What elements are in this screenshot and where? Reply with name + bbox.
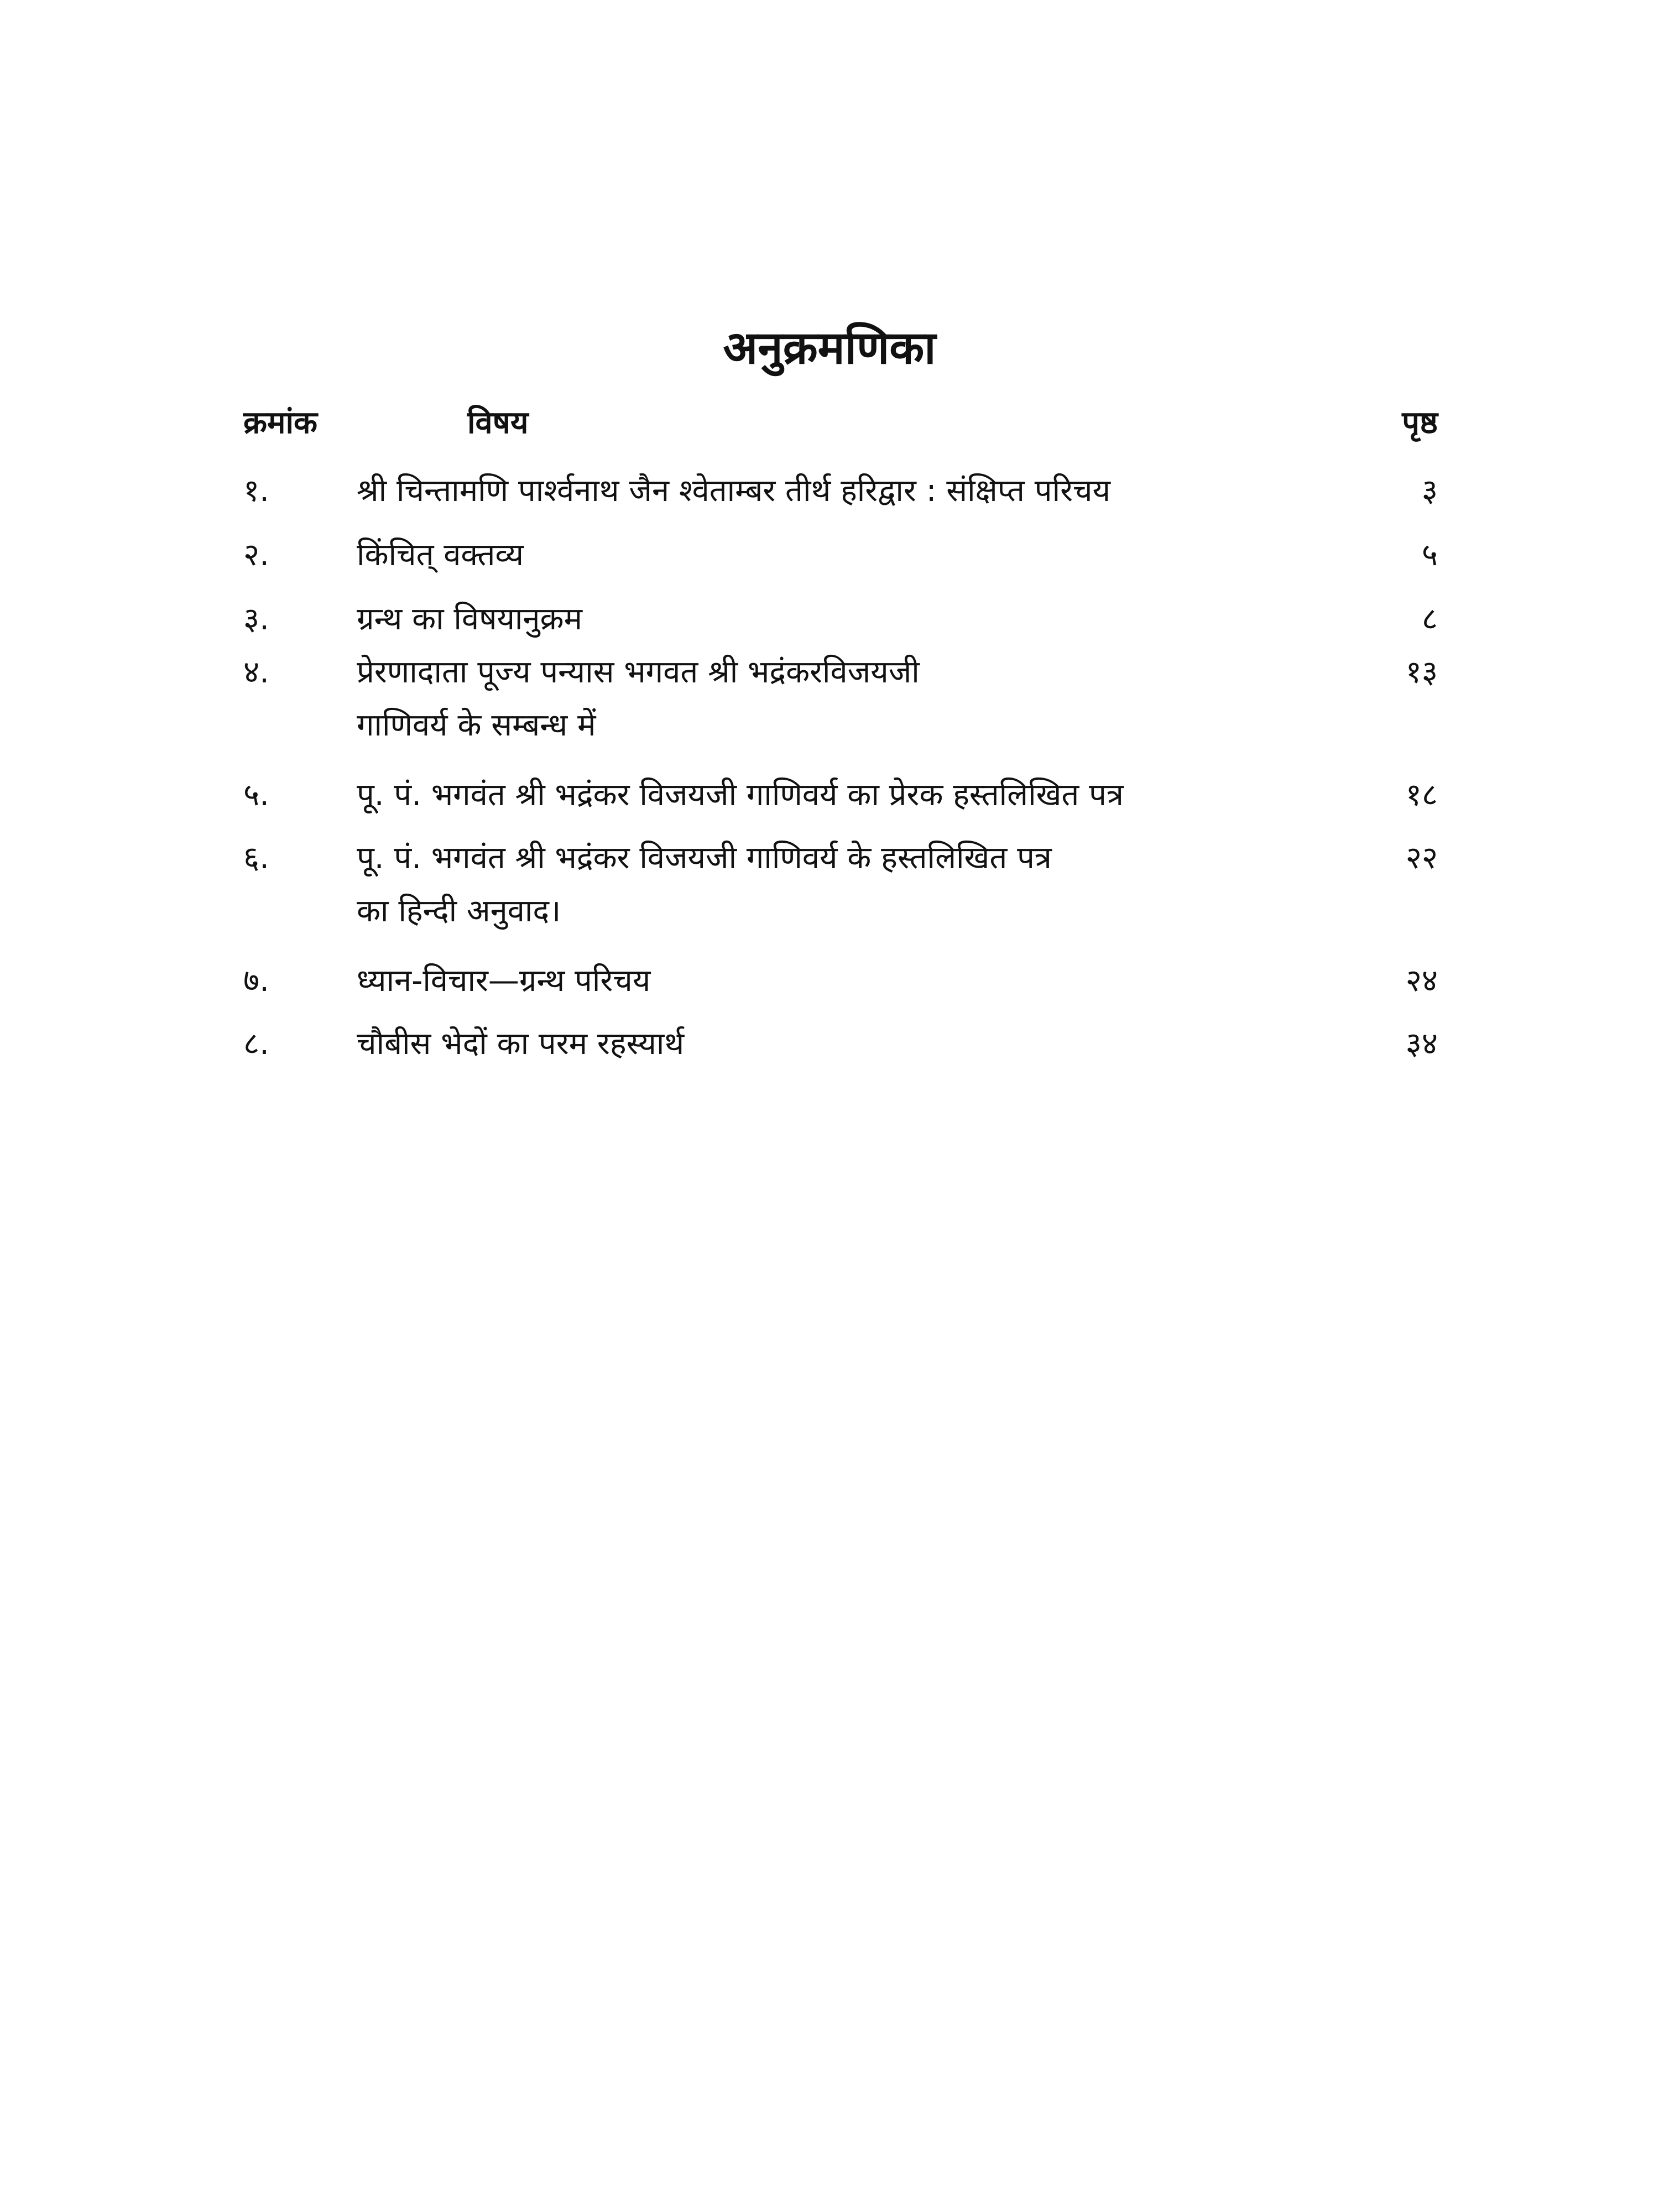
entry-number: ५. (243, 777, 269, 813)
toc-header (243, 398, 1438, 465)
entry-subject (357, 529, 1294, 582)
entry-number: ३. (243, 601, 269, 637)
entry-subject (357, 646, 1294, 752)
table-of-contents (243, 398, 1438, 1071)
entry-subject (357, 593, 1294, 646)
entry-number: १. (243, 473, 269, 509)
entry-subject-line: किंचित् वक्तव्य (357, 537, 524, 573)
entry-number: ८. (243, 1026, 269, 1062)
entry-subject (357, 769, 1294, 822)
entry-subject-line: ग्रन्थ का विषयानुक्रम (357, 601, 583, 637)
toc-entry-5 (243, 769, 1438, 822)
toc-entry-2 (243, 529, 1438, 582)
entry-subject-line: श्री चिन्तामणि पार्श्वनाथ जैन श्वेताम्बर तीर्थ हरिद्वार : संक्षिप्त परिचय (357, 473, 1111, 509)
entry-page: ५ (1421, 537, 1438, 573)
toc-entry-7 (243, 954, 1438, 1008)
entry-page: २४ (1405, 963, 1438, 999)
entry-subject (357, 1018, 1294, 1071)
toc-entry-8 (243, 1018, 1438, 1071)
entry-subject-line: पू. पं. भगवंत श्री भद्रंकर विजयजी गाणिवर्य का प्रेरक हस्तलिखित पत्र (357, 777, 1124, 813)
entry-subject-line: पू. पं. भगवंत श्री भद्रंकर विजयजी गाणिवर्य के हस्तलिखित पत्र (357, 840, 1052, 876)
header-page: पृष्ठ (1402, 405, 1438, 441)
entry-subject-line: प्रेरणादाता पूज्य पन्यास भगवत श्री भद्रंकरविजयजी (357, 654, 920, 690)
entry-subject (357, 465, 1294, 518)
toc-entry-1 (243, 465, 1438, 518)
entry-page: ३४ (1405, 1026, 1438, 1062)
entry-subject-line: चौबीस भेदों का परम रहस्यार्थ (357, 1026, 685, 1062)
entry-page: ३ (1421, 473, 1438, 509)
toc-entry-3 (243, 593, 1438, 646)
entry-number: ४. (243, 654, 269, 690)
entry-page: २२ (1405, 840, 1438, 876)
entry-subject (357, 954, 1294, 1008)
entry-subject-line: का हिन्दी अनुवाद। (357, 893, 561, 929)
toc-entry-6 (243, 832, 1438, 938)
entry-page: १३ (1405, 654, 1438, 690)
entry-subject-line: ध्यान-विचार—ग्रन्थ परिचय (357, 963, 651, 999)
header-subject: विषय (467, 405, 529, 441)
toc-entry-4 (243, 646, 1438, 752)
entry-subject-line: गाणिवर्य के सम्बन्ध में (357, 707, 596, 743)
entry-number: ६. (243, 840, 269, 876)
entry-page: १८ (1405, 777, 1438, 813)
entry-page: ८ (1421, 601, 1438, 637)
entry-number: २. (243, 537, 269, 573)
page-title: अनुक्रमणिका (723, 322, 936, 374)
header-number: क्रमांक (243, 405, 318, 441)
entry-number: ७. (243, 963, 269, 999)
entry-subject (357, 832, 1294, 938)
